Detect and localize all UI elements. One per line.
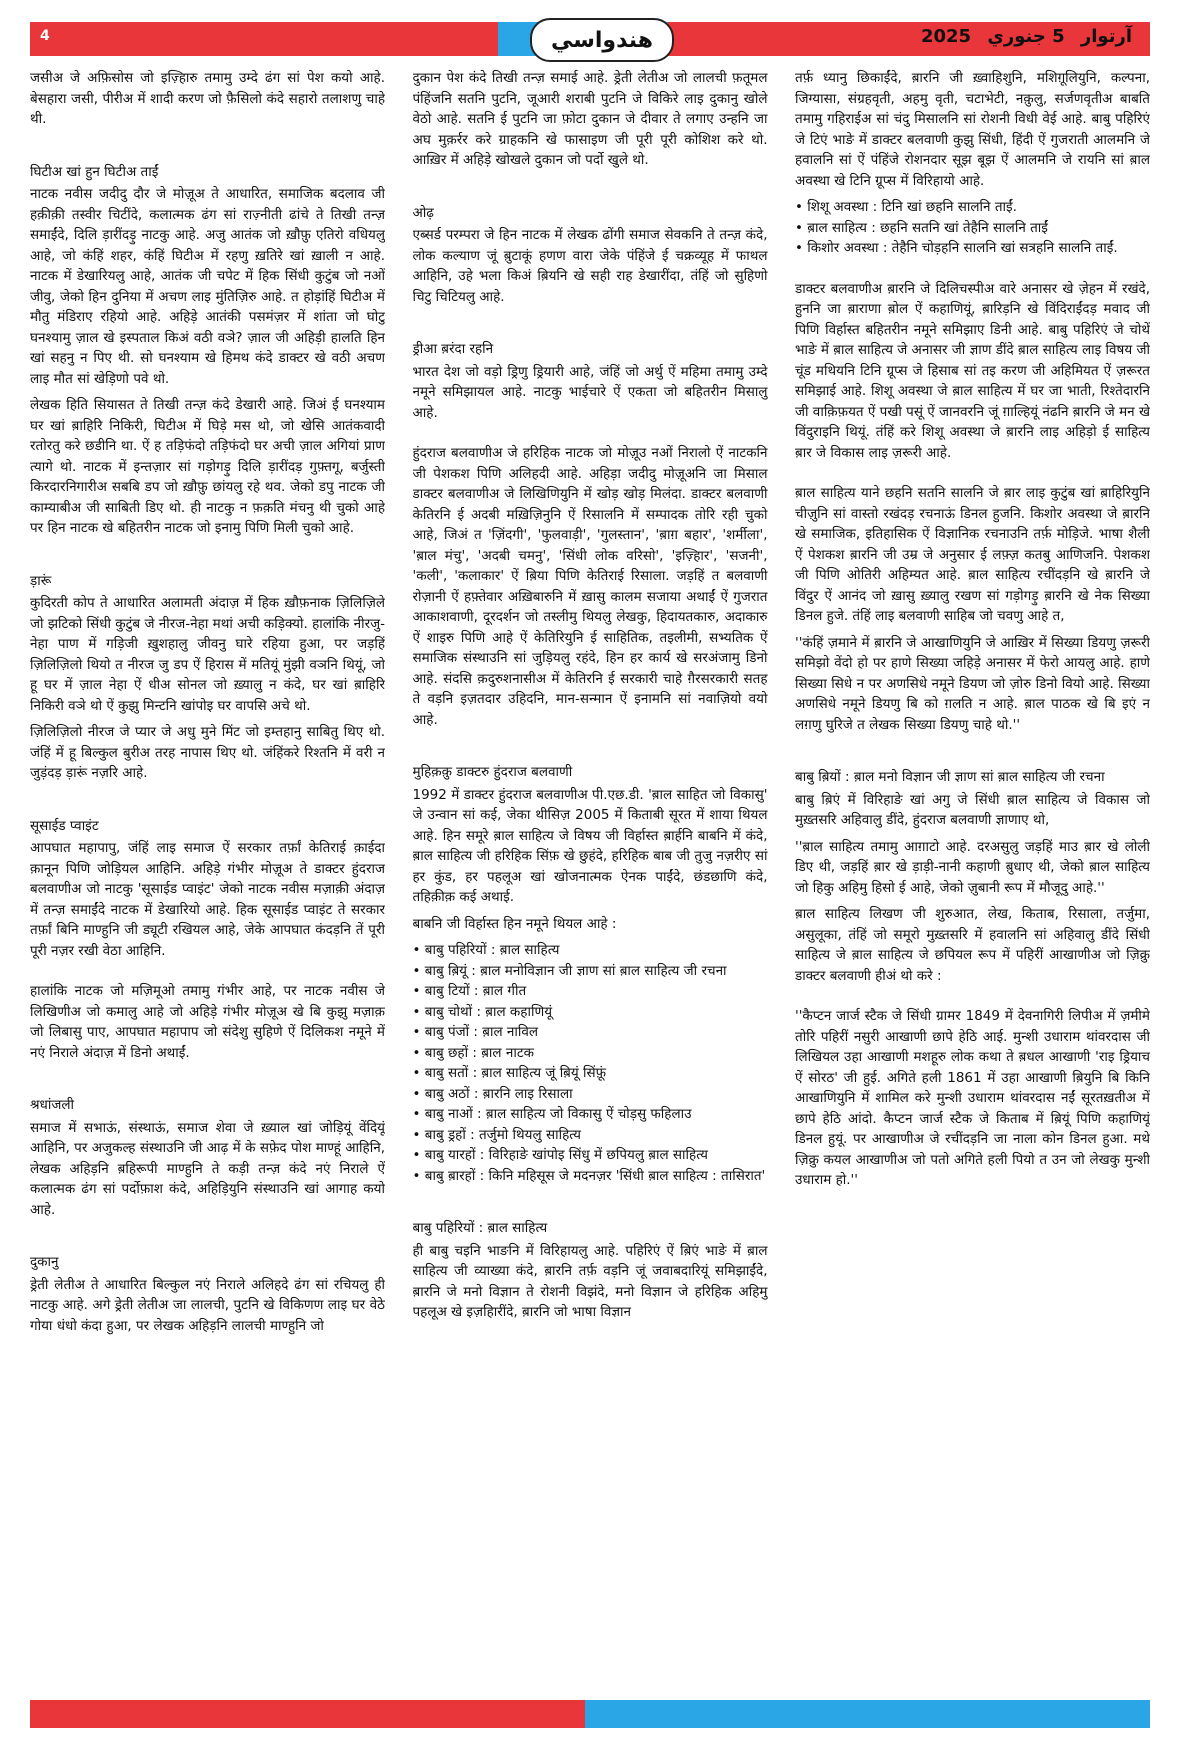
newspaper-masthead-logo: هندواسي (530, 18, 674, 62)
paragraph: नाटक नवीस जदीदु दौर जे मोज़ूअ ते आधारित, समाजिक बदलाव जी हक़ीक़ी तस्वीर चिटींदे, कलात्मक ढंग सां राज़्नीती ढांचे ते तिखी तन्ज़ समाईंदे, दिलि ड़ारींदड़ु नाटकु आहे. अजु आतंक जो ख़ौफ़ु एतिरो वधियलु आहे, जो कंहिं शहर, कंहिं घिटीअ में रहणु ख़तिरे खां ख़ाली न आहे. नाटक में डेखारियलु आहे, आतंक जी चपेट में हिक सिंधी कुटुंब जो नओं जीवु, जेको हिन दुनिया में अचण लाइ मुंतिज़िरु आहे. त होड़ांहिं घिटीअ में मौतु मंडिराए रहियो आहे. अहिड़े आतंकी पसमंज़र में शांता जो घोटु घनश्यामु ज़ाल खे इस्पताल किअं वठी वञे? ज़ाल जी अहिड़ी हालति हिन खां सहनु न पिए थी. सो घनश्याम खे हिमथ कंदे डाक्टर खे वठी अचण लाइ मौत सां खेड़िणो पवे थो. (30, 186, 385, 387)
issue-day: آرتوار (1080, 26, 1132, 47)
paragraph: बाबनि जी विर्हास्त हिन नमूने थियल आहे : (412, 915, 617, 932)
list-item: • बाबु ब़ारहों : किनि महिसूस जे मदनज़र 'सिंधी ब़ाल साहित्य : तासिरात' (412, 1167, 766, 1184)
spacer (413, 429, 768, 443)
list-item: • बाबु अठों : ब़ारनि लाइ रिसाला (412, 1085, 573, 1102)
section-heading: दुकानु (30, 1254, 59, 1270)
article-column-1 (30, 68, 385, 1680)
section-heading: सूसाईड प्वाइंट (30, 817, 99, 834)
chapter-list (795, 197, 1150, 259)
paragraph: ब़ाल साहित्य लिखण जी शुरुआत, लेख, किताब, रिसाला, तर्जुमा, असुलूका, तंहिं जो समूरो मुख़्तसरि में हवालनि सां अहिवालु डींदे सिंधी साहित्य जे ब़ाल साहित्य जे छपियल रूप में पहिरीं आखाणीअ जो ज़िक्रु डाक्टर बलवाणी हीअं थो करे : (795, 906, 1150, 984)
list-item: • किशोर अवस्था : तेहैनि चोड़हनि सालनि खां सत्रहनि सालनि ताईं. (795, 240, 1118, 256)
paragraph: लेखक हिति सियासत ते तिखी तन्ज़ कंदे डेखारी आहे. जिअं ई घनश्याम घर खां ब़ाहिरि निकिरी, घिटीअ में घिड़े मस थो, जो खेसि आतंकवादी रतोरतु करे छडीनि था. ऐं ह तड़िफंदो तड़िफंदो घर अची ज़ाल अगियां प्राण त्यागे थो. नाटक में इन्तज़ार सां गड़ोगड़ु दिलि ड़ारींदड़ गुफ़्तगू, बर्जुस्ती किरदारनिगारीअ सबबि डप जो ख़ौफ़ु छांयलु रहे थव. जेको डपु नाटक जी काम्याबीअ जी साबिती डिए थो. ही नाटकु न फ़क़ति मंचनु थी चुको आहे पर हिन नाटक खे बहितरीन नाटक जो इनामु पिणि मिली चुको आहे. (30, 397, 385, 536)
paragraph: आपघात महापापु, जंहिं लाइ समाज ऐं सरकार तर्फ़ां केतिराई क़ाईदा क़ानून पिणि जोड़ियल आहिनि. अहिड़े गंभीर मोज़ूअ ते डाक्टर हुंदराज बलवाणीअ जो नाटकु 'सूसाईड प्वाइंट' जेको नाटक नवीस मज़ाक़ी अंदाज़ में तन्ज़ समाईंदे नाटक में डेखारियो आहे. हिक सूसाईड प्वाइंट ते सरकार तर्फ़ां बिनि माण्हुनि जी ड्यूटी रखियल आहे, जेके आपघात कंदड़नि तें पूरी पूरी नज़र रखी वेठा आहिनि. (30, 840, 385, 959)
section-heading: ड़ारूं (30, 572, 52, 589)
spacer (413, 177, 768, 191)
section-heading: ओढ़ (412, 204, 434, 221)
paragraph: जसीअ जे अफ़िसोस जो इज़्हिारु तमामु उम्दे ढंग सां पेश कयो आहे. बेसहारा जसी, पीरीअ में शादी करण जो फ़ैसिलो कंदे सहारो तलाशणु चाहे थी. (30, 70, 385, 127)
bottom-band-red (30, 1700, 585, 1728)
paragraph: दुकान पेश कंदे तिखी तन्ज़ समाई आहे. ड्रेती लेतीअ जो लालची फ़तूमल पंहिंजनि सतनि पुटनि, जूआरी शराबी पुटनि जे विकिरे लाइ दुकानु खोले वेठो आहे. सतनि ई पुटनि जा फ़ोटा दुकान जे दीवार ते लगाए उन्हनि जा अघ मुक़र्रर करे ग्राहकनि खे फासाइण जी पूरी पूरी कोशिश करे थो. आख़िर में अहिड़े खोखले दुकान जो पर्दो खुले थो. (412, 70, 768, 168)
paragraph: ''कैप्टन जार्ज स्टैक जे सिंधी ग्रामर 1849 में देवनागिरी लिपीअ में ज़मीमे तोरि पहिरीं नसुरी आखाणी छापे हेठि आई. मुन्शी उधाराम थांवरदास जी लिखियल उहा आखाणी मशहूरु लोक कथा ते ब़धल आखाणी 'राइ ड्रियाच ऐं सोरठ' जी हुई. अगिते हली 1861 में उहा आखाणी ब़ियुनि बि किनि आखाणियुनि में शामिल करे मुन्शी उधाराम थांवरदास नईं सूरतख़तीअ में छापे हेठि आंदो. कैप्टन जार्ज स्टैक जे किताब में ब़ियूं पिणि कहाणियूं डिनल हुयूं. पर आखाणीअ जे रचींदड़नि जा नाला कोन डिनल हुआ. मथे ज़िक्रु कयल आखाणीअ जो पतो अगिते हली पियो त उन जो लेखकु मुन्शी उधाराम हो.'' (795, 1008, 1150, 1188)
paragraph: ज़िलिज़िलो नीरज जे प्यार जे अधु मुने मिंट जो इम्तहानु साबितु थिए थो. जंहिं में हू बिल्कुल बुरीअ तरह नापास थिए थो. जंहिंकरे रिश्तनि में वरी न जुड़ंदड़ ड़ारूं नज़रि आहे. (30, 724, 385, 781)
list-item: • बाबु पहिरियों : ब़ाल साहित्य (412, 942, 560, 958)
list-item: • बाबु ड्रहों : तर्जुमो थियलु साहित्य (412, 1126, 581, 1143)
spacer (30, 790, 385, 804)
list-item: • बाबु सतों : ब़ाल साहित्य जूं ब़ियूं सिंफ़ूं (412, 1065, 607, 1081)
spacer (413, 736, 768, 750)
section-heading: बाबु पहिरियों : ब़ाल साहित्य (412, 1220, 548, 1236)
paragraph: हुंदराज बलवाणीअ जे हरिहिक नाटक जो मोज़ूउ नओं निरालो ऐं नाटकनि जी पेशकश पिणि अलिहदी आहे. अहिड़ा जदीदु मोज़ूअनि जा मिसाल डाक्टर बलवाणीअ जे लिखिणियुनि में खोड़ खोड़ मिलंदा. डाक्टर बलवाणी केतिरनि ई अदबी मख़िज़िनुनि ऐं रिसालनि में सम्पादक तोरि रही चुको आहे, जिअं त 'ज़िंदगी', 'फुलवाड़ी', 'गुलस्तान', 'ब़ाग़ बहार', 'शर्मीला', 'ब़ाल मंचु', 'अदबी चमनु', 'सिंधी लोक वरिसो', 'इज़्हिार', 'सजनी', 'कली', 'कलाकार' ऐं ब़िया पिणि केतिराई रिसाला. जड़हिं त बलवाणी रोज़ानी ऐं हफ़्तेवार अख़िबारुनि में ख़ासु कालम सजाया अथाईं ऐं गुजरात आकाशवाणी, दूरदर्शन जो तस्लीमु थियलु लेखकु, हिदायतकारु, अदाकारु ऐं शाइरु पिणि आहे ऐं केतिरियुनि ई साहितिक, तइलीमी, सभ्यतिक ऐं समाजिक संस्थाउनि सां जुड़ियलु रहंदे, हिन हर कार्य खे सरअंजामु डिनो आहे. संदसि क़दुरुशनासीअ में केतिरनि ई सरकारी चाहे ग़ैरसरकारी सतह ते वड़नि इज़तदार उहिदनि, मान-सन्मान ऐं इनामनि सां नवाज़ियो वयो आहे. (412, 445, 768, 728)
paragraph: एब्सर्ड परम्परा जे हिन नाटक में लेखक ढोंगी समाज सेवकनि ते तन्ज़ कंदे, लोक कल्याण जूं ब़ुटाकूं हणण वारा जेके पंहिंजे ई चक्रव्यूह में फाथल आहिनि, उहे भला किअं ब़ियनि खे सही राह डेखारींदा, तंहिं जो सुहिणो चिटु चिटियलु आहे. (412, 227, 768, 305)
paragraph: डाक्टर बलवाणीअ ब़ारनि जे दिलिचस्पीअ वारे अनासर खे ज़ेहन में रखंदे, हुननि जा ब़ाराणा ब़ोल ऐं कहाणियूं, ब़ारिड़नि खे विंदिराईंदड़ मवाद जी पिणि विर्हास्त बहितरीन नमूने समिझाए डिनी आहे. बाबु पहिरिएं जे चोथें भाङे में ब़ाल साहित्य जे अनासर जी ज्ञाण डींदे ब़ाल साहित्य लाइ विषय जी चूंड मथियनि टिनि ग्रूप्स जे हिसाब सां तइ करण जी अहिमियत ऐं ज़रूरत समिझाई आहे. शिशू अवस्था जे ब़ाल साहित्य में घर जा भाती, रिश्तेदारनि जी वाक़िफ़यत ऐं पखी पसूं ऐं जानवरनि जूं ग़ाल्हियूं नंढनि ब़ारनि जे मन खे विंदुराइनि थियूं. तंहिं करे शिशू अवस्था जे ब़ारनि लाइ अहिड़ो ई साहित्य ब़ार जे विकास लाइ ज़रूरी आहे. (795, 280, 1150, 461)
spacer (795, 265, 1150, 279)
section-heading: घिटीअ खां हुन घिटीअ ताईं (30, 163, 159, 180)
paragraph: ''ब़ाल साहित्य तमामु आग़ाटो आहे. दरअसुलु जड़हिं माउ ब़ार खे लोली डिए थी, जड़हिं ब़ार खे ड़ाड़ी-नानी कहाणी ब़ुधाए थी, जेको ब़ाल साहित्य जो हिकु अहिमु हिसो ई आहे, जेको ज़ुबानी रूप में मौजूदु आहे.'' (795, 838, 1150, 896)
page-number: 4 (40, 28, 50, 44)
spacer (30, 1226, 385, 1240)
paragraph: बाबु ब़िएं में विरिहाङे खां अगु जे सिंधी ब़ाल साहित्य जे विकास जो मुख़्तसरि अहिवालु डींदे, हुंदराज बलवाणी ज्ञाणाए थो, (795, 791, 1150, 828)
spacer (795, 741, 1150, 755)
section-heading: मुहिक़क़ु डाक्टरु हुंदराज बलवाणी (412, 764, 573, 780)
list-item: • ब़ाल साहित्य : छहनि सतनि खां तेहैनि सालनि ताईं (795, 219, 1048, 236)
chapter-list (413, 940, 768, 1186)
spacer (30, 136, 385, 150)
list-item: • बाबु छहों : ब़ाल नाटक (412, 1044, 535, 1061)
top-band-red (30, 22, 498, 56)
spacer (413, 1192, 768, 1206)
spacer (795, 992, 1150, 1006)
list-item: • बाबु टियों : ब़ाल गीत (412, 983, 527, 999)
paragraph: 1992 में डाक्टर हुंदराज बलवाणीअ पी.एछ.डी. 'ब़ाल साहित जो विकासु' जे उन्वान सां कई, जेका थीसिज़ 2005 में किताबी सूरत में शाया थियल आहे. हिन समूरे ब़ाल साहित्य जे विषय जी विर्हास्त ब़ार्हनि बाबनि में कंदे, ब़ाल साहित्य जी हरिहिक सिंफ़ खे छुहंदे, हरिहिक बाब जी तुजु नज़रीए सां हर कुंड, हर पहलूअ खां खोजनात्मक ऐनक पाईंदे, छंडछाणि कंदे, तहिक़ीक़ कई अथाई. (412, 786, 768, 905)
list-item: • शिशू अवस्था : टिनि खां छहनि सालनि ताईं. (795, 199, 1017, 215)
paragraph: ''कंहिं ज़माने में ब़ारनि जे आखाणियुनि जे आख़िर में सिख्या डियणु ज़रूरी समिझो वेंदो हो पर हाणे सिख्या जहिड़े अनासर में फेरो आयलु आहे. हाणे सिख्या सिधे न पर अणसिधे नमूने डियण जो ज़ोरु डिनो वियो आहे. सिख्या अणसिधे नमूने डियणु बि को ग़लति न आहे. ब़ाल पाठक खे बि इएं न लग़णु घुरिजे त लेखक सिख्या डियणु चाहे थो.'' (795, 634, 1150, 733)
issue-date (911, 26, 1132, 47)
paragraph: ही बाबु चइनि भाङनि में विरिहायलु आहे. पहिरिएं ऐं ब़िएं भाङे में ब़ाल साहित्य जी व्याख्या कंदे, ब़ारनि तर्फ़ वड़नि जूं जवाबदारियूं समिझाईंदे, ब़ारनि जे मनो विज्ञान ते रोशनी विझंदे, मनो विज्ञान जे हरिहिक अहिमु पहलूअ खे इज़हिारींदे, ब़ारनि जो भाषा विज्ञान (412, 1242, 768, 1320)
list-item: • बाबु चोथों : ब़ाल कहाणियूं (412, 1003, 553, 1020)
paragraph: कुदिरती कोप ते आधारित अलामती अंदाज़ में हिक ख़ौफ़नाक ज़िलिज़िले जो झटिको सिंधी कुटुंब जे नीरज-नेहा मथां अची कड़िक्यो. हालांकि नीरजु-नेहा पाण में गड़िजी ख़ुशहालु जीवनु घारे रहिया हुआ, पर जड़हिं ज़िलिज़िलो थियो त नीरज जु डप ऐं हिरास में मतियूं मुंझी वञनि थियूं, जो हू घर में ज़ाल नेहा ऐं धीअ सोनल जो ख़्यालु न कंदे, घर खां ब़ाहिरि निकिरी वञे थो ऐं कुझु मिन्टनि खांपोइ घर वापसि अचे थो. (30, 595, 385, 714)
paragraph: तर्फ़ ध्यानु छिकाईंदे, ब़ारनि जी ख़्वाहिशुनि, मशिग़ूलियुनि, कल्पना, जिग्यासा, संग्रहवृती, अहमु वृती, चटाभेटी, नक़ुलु, सर्जणवृतीअ बाबति तमामु गहिराईअ सां चंदु मिसालनि सां रोशनी विधी वेई आहे. बाबु पहिरिएं जे टिएं भाङे में डाक्टर बलवाणी कुझु सिंधी, हिंदी ऐं गुजराती आलमनि जे हवालनि सां ऐं पंहिंजे रोशनदार सूझ बूझ ऐं आलमनि जे रायनि सां ब़ाल अवस्था खे टिनि ग्रूप्स में विरिहायो आहे. (795, 70, 1150, 189)
issue-year: 2025 (920, 26, 972, 47)
paragraph: ब़ाल साहित्य याने छहनि सतनि सालनि जे ब़ार लाइ कुटुंब खां ब़ाहिरियुनि चीज़ुनि सां वास्तो रखंदड़ रचनाऊं डिनल हुजनि. किशोर अवस्था जे ब़ारनि खे समाजिक, इतिहासिक ऐं विज्ञानिक रचनाउनि तर्फ़ मोड़िजे. भाषा शैली ऐं पेशकश ब़ारनि जी उम्र जे अनुसार ई लफ़्ज़ कतबु आणिजनि. पेशकश जी पिणि ओतिरी अहिम्यत आहे. ब़ाल साहित्य रचींदड़नि खे ब़ारनि जे विंदुर ऐं आनंद जो ख़ासु ख़्यालु रखण सां गड़ोगड़ु ब़ारनि खे नेक सिख्या डिनल हुजे. तंहिं लाइ बलवाणी साहिब जो चवणु आहे त, (795, 485, 1150, 624)
issue-day-month: 5 جنوري (987, 26, 1065, 47)
section-heading: श्रधांजली (30, 1097, 75, 1113)
spacer (795, 469, 1150, 483)
spacer (413, 313, 768, 327)
spacer (30, 545, 385, 559)
paragraph: समाज में सभाऊं, संस्थाऊं, समाज शेवा जे ख़्याल खां जोड़ियूं वेंदियूं आहिनि, पर अजुकल्ह संस्थाउनि जी आढ़ में के सफ़ेद पोश माण्हूं आहिनि, लेखक अहिड़नि ब़हिरूपी माण्हुनि ते कड़ी तन्ज़ कंदे नएं निराले ऐं कलात्मक ढंग सां पर्दोफ़ाश कंदे, अहिड़ियुनि संस्थाउनि खां आगाह कयो आहे. (30, 1119, 385, 1218)
list-item: • बाबु ब़ियूं : ब़ाल मनोविज्ञान जी ज्ञाण सां ब़ाल साहित्य जी रचना (412, 962, 727, 979)
bottom-color-band (30, 1700, 1150, 1728)
spacer (30, 967, 385, 981)
paragraph: हालांकि नाटक जो मज़िमूओ तमामु गंभीर आहे, पर नाटक नवीस जे लिखिणीअ जो कमालु आहे जो अहिड़े गंभीर मोज़ूअ खे बि कुझु मज़ाक़ जो लिबासु पाए, आपघात महापाप जो संदेशु सुहिणे ऐं दिलिकश नमूने में नएं निराले अंदाज़ में डिनो अथाईं. (30, 983, 385, 1061)
section-heading: बाबु ब़ियों : ब़ाल मनो विज्ञान जी ज्ञाण सां ब़ाल साहित्य जी रचना (795, 769, 1105, 785)
article-column-3 (795, 68, 1150, 1680)
article-column-2 (413, 68, 768, 1680)
list-item: • बाबु पंजों : ब़ाल नाविल (412, 1024, 539, 1040)
section-heading: ड्रीआ ब़रंदा रहनि (412, 341, 494, 357)
list-item: • बाबु नाओं : ब़ाल साहित्य जो विकासु ऐं चोड़सु फहिलाउ (412, 1106, 692, 1122)
paragraph: ड्रेती लेतीअ ते आधारित बिल्कुल नएं निराले अलिहदे ढंग सां रचियलु ही नाटकु आहे. अगे ड्रेती लेतीअ जा लालची, पुटनि खे विकिणण लाइ घर वेठे गोया धंधो कंदा हुआ, पर लेखक अहिड़नि लालची माण्हुनि जो (30, 1276, 385, 1334)
spacer (30, 1069, 385, 1083)
article-columns (30, 68, 1150, 1680)
bottom-band-blue (585, 1700, 1150, 1728)
list-item: • बाबु यारहों : विरिहाङे खांपोइ सिंधु में छपियलु ब़ाल साहित्य (412, 1147, 708, 1163)
paragraph: भारत देश जो वड़ो ड्रिणु ड्रियारी आहे, जंहिं जो अर्थु ऐं महिमा तमामु उम्दे नमूने समिझायल आहे. नाटकु भाईचारे ऐं एकता जो बहितरीन मिसालु आहे. (412, 363, 768, 421)
